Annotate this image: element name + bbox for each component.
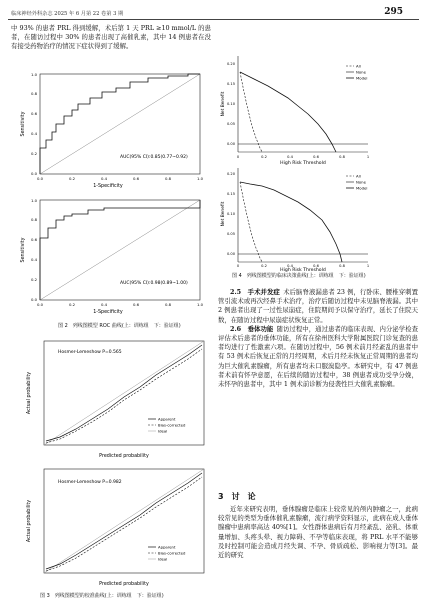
cal-top-biascorrected: [46, 349, 202, 443]
svg-text:0.10: 0.10: [226, 212, 235, 216]
svg-text:0.05: 0.05: [226, 232, 235, 236]
roc-top-ylabel: Sensitivity: [21, 111, 26, 137]
svg-text:Ideal: Ideal: [158, 556, 168, 562]
svg-text:All: All: [356, 173, 361, 179]
svg-text:0.8: 0.8: [339, 155, 345, 159]
roc-bottom-ytick: 0.0: [30, 297, 37, 302]
roc-top-ytick: 0.4: [30, 131, 37, 136]
discussion-text: [218, 505, 418, 560]
dca-top-all: [240, 72, 262, 152]
figure-2-roc: [12, 70, 212, 329]
roc-top-auc: AUC(95% CI):0.85(0.77~0.92): [120, 155, 188, 160]
roc-bottom-xtick: 0.4: [100, 302, 108, 307]
paragraph: 中 93% 的患者 PRL 得到缓解，术后第 1 天 PRL ≥10 mmol/L 的患者，在随访过程中 30% 的患者出现了高催乳素，其中 14 例患者在没有接受药物治疗的情况下症状得到了缓解。: [11, 24, 211, 51]
roc-top-xtick: 0.6: [132, 176, 140, 181]
roc-bottom-xtick: 0.6: [132, 302, 140, 307]
roc-bottom-auc: AUC(95% CI):0.98(0.89~1.00): [120, 281, 188, 286]
figure-3-caption: 图 3 列线图模型的校准曲线(上：训练组 下：验证组): [40, 593, 164, 599]
roc-top-xtick: 1.0: [196, 176, 204, 181]
svg-text:Model: Model: [356, 75, 368, 81]
cal-bottom-xlabel: Predicted probability: [99, 582, 149, 587]
svg-text:0: 0: [236, 155, 240, 159]
svg-text:Apparent: Apparent: [158, 544, 176, 550]
section-heading-discussion: 3 讨 论: [218, 492, 256, 501]
decision-curve-svg: [218, 52, 418, 272]
svg-text:0.4: 0.4: [287, 155, 293, 159]
calibration-panel-top: [26, 341, 204, 459]
paragraph-pituitary-function: 2.6 垂体功能 随访过程中，通过患者的临床表现、内分泌学检查评估术后患者的垂体功能，所有在徐州医科大学附属医院门诊复查的患者均进行了性激素六项。在随访过程中，56 例术前月经紊乱的患者中有 53 例术后恢复正常的月经周期，术后月经未恢复正常周期的患者均为巨大催乳素腺瘤，所有患者均未口服溴隐亭。本研究中，有 47 例患者术前有怀孕意愿，在后续的随访过程中，38 例患者成功受孕分娩，未怀孕的患者中，其中 1 例术前诊断为侵袭性巨大催乳素腺瘤。: [218, 324, 418, 389]
roc-top-xtick: 0.4: [100, 176, 108, 181]
calibration-panel-bottom: [26, 469, 204, 587]
roc-top-xtick: 0.0: [36, 176, 44, 181]
roc-bottom-xlabel: 1-Specificity: [93, 310, 123, 315]
roc-panel-bottom: [20, 198, 204, 315]
svg-text:Apparent: Apparent: [158, 416, 176, 422]
svg-text:0.20: 0.20: [226, 62, 235, 66]
page-header: [0, 0, 427, 20]
svg-text:0.10: 0.10: [226, 102, 235, 106]
dca-bottom-all: [240, 182, 262, 262]
journal-running-head: 临床神经外科杂志 2025 年 6 月第 22 卷第 3 期: [11, 11, 124, 17]
dca-top-legend: [346, 64, 367, 81]
dca-bottom-model: [240, 182, 342, 262]
roc-bottom-xtick: 0.8: [164, 302, 172, 307]
subsection-heading: 2.5 手术并发症: [230, 288, 280, 296]
svg-text:Bias-corrected: Bias-corrected: [158, 422, 186, 428]
roc-top-xlabel: 1-Specificity: [93, 184, 123, 189]
dca-bottom-xlabel: High Risk Threshold: [280, 268, 326, 272]
roc-top-xtick: 0.8: [164, 176, 172, 181]
paragraph-discussion: 近年来研究表明，垂体腺瘤是临床上较常见的颅内肿瘤之一，此病较常见的类型为垂体催乳素腺瘤，流行病学资料显示，此病在成人垂体腺瘤中患病率高达 40%[1]。女性群体患病后有月经紊乱、泌乳、体重量增加、头疼头晕、视力障碍、不孕等临床表现，将 PRL 水平不能够及时控制可能会造成月经失调、不孕、骨质疏松、影响视力等[3]。最近的研究: [218, 505, 418, 560]
roc-bottom-xtick: 0.2: [68, 302, 76, 307]
svg-text:Ideal: Ideal: [158, 428, 168, 434]
svg-text:0: 0: [236, 264, 240, 268]
header-rule: [8, 19, 419, 20]
cal-bottom-legend: [148, 545, 186, 562]
svg-text:1: 1: [366, 264, 370, 268]
cal-top-xlabel: Predicted probability: [99, 454, 149, 459]
cal-bottom-hl: Hosmer-Lemeshow P=0.982: [58, 480, 122, 485]
subsection-heading: 2.6 垂体功能: [230, 324, 274, 333]
dca-top-ylabel: Net Benefit: [221, 91, 226, 117]
roc-bottom-ytick: 0.8: [30, 217, 37, 222]
roc-top-ytick: 0.6: [30, 111, 37, 116]
roc-curves-svg: [12, 70, 212, 325]
paragraph-complications: 2.5 手术并发症 术后脑脊液漏患者 23 例，行卧床、腰椎穿刺置管引流术或再次经鼻手术治疗，治疗后随访过程中未见脑脊液漏。其中 2 例患者出现了一过性尿崩症，住院期间予以保守治疗，延长了住院天数，在随访过程中尿崩症状恢复正常。: [218, 288, 418, 324]
roc-bottom-ytick: 0.6: [30, 237, 37, 242]
svg-text:0.15: 0.15: [226, 192, 235, 196]
svg-text:Model: Model: [356, 185, 368, 191]
left-body-text: [11, 24, 211, 52]
figure-2-caption: 图 2 列线图模型 ROC 曲线(上：训练组 下：验证组): [58, 323, 181, 329]
cal-bottom-ylabel: Actual probability: [27, 499, 32, 543]
svg-text:0.00: 0.00: [226, 142, 235, 146]
roc-panel-top: [20, 72, 204, 189]
figure-4-decision-curve: [218, 52, 418, 276]
svg-text:1: 1: [366, 155, 370, 159]
svg-text:0.4: 0.4: [287, 264, 293, 268]
svg-text:0.2: 0.2: [261, 264, 267, 268]
calibration-svg: [20, 333, 212, 590]
roc-bottom-ytick: 0.4: [30, 257, 37, 262]
cal-top-legend: [148, 417, 186, 434]
cal-top-ylabel: Actual probability: [27, 371, 32, 415]
svg-text:Bias-corrected: Bias-corrected: [158, 550, 186, 556]
dca-panel-top: [220, 56, 369, 166]
roc-bottom-ylabel: Sensitivity: [21, 237, 26, 263]
dca-bottom-ylabel: Net Benefit: [221, 201, 226, 227]
roc-top-ytick: 0.0: [30, 171, 37, 176]
svg-text:None: None: [356, 179, 366, 185]
svg-text:0.05: 0.05: [226, 122, 235, 126]
dca-bottom-legend: [346, 174, 367, 191]
page-number: 295: [384, 7, 403, 17]
svg-text:0.6: 0.6: [313, 155, 319, 159]
svg-text:0.6: 0.6: [313, 264, 319, 268]
cal-top-ideal: [44, 341, 204, 445]
figure-3-calibration: [20, 333, 212, 594]
dca-panel-bottom: [220, 168, 369, 272]
svg-text:0.00: 0.00: [226, 252, 235, 256]
svg-text:None: None: [356, 69, 366, 75]
roc-top-ytick: 0.2: [30, 151, 37, 156]
dca-top-model: [240, 72, 336, 152]
roc-bottom-ytick: 0.2: [30, 277, 37, 282]
roc-top-ytick: 0.8: [30, 91, 37, 96]
roc-bottom-ytick: 1.0: [30, 198, 37, 203]
svg-text:0.2: 0.2: [261, 155, 267, 159]
roc-bottom-xtick: 0.0: [36, 302, 44, 307]
cal-top-hl: Hosmer-Lemeshow P=0.565: [58, 350, 122, 355]
cal-bottom-biascorrected: [46, 477, 202, 571]
svg-text:0.15: 0.15: [226, 82, 235, 86]
figure-4-caption: 图 4 列线图模型的临床决策曲线(上：训练组 下：验证组): [232, 273, 366, 279]
dca-top-xlabel: High Risk Threshold: [280, 161, 326, 166]
roc-bottom-xtick: 1.0: [196, 302, 204, 307]
right-body-text: [218, 288, 418, 389]
svg-text:All: All: [356, 63, 361, 69]
svg-text:0.20: 0.20: [226, 172, 235, 176]
svg-text:0.8: 0.8: [339, 264, 345, 268]
roc-top-ytick: 1.0: [30, 72, 37, 77]
roc-top-xtick: 0.2: [68, 176, 76, 181]
